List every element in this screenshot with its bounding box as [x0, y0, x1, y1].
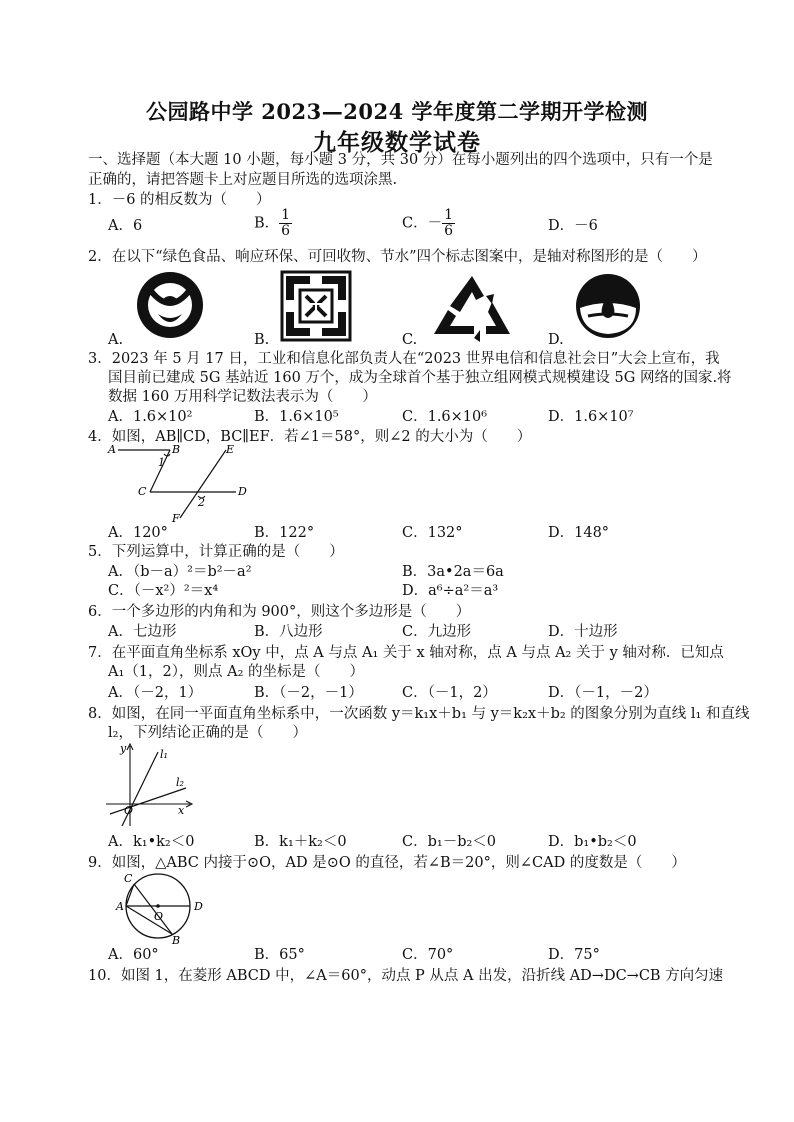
q1-c-denominator: 6 — [444, 223, 454, 239]
section-intro-line2: 正确的，请把答题卡上对应题目所选的选项涂黑. — [88, 172, 398, 188]
q7-line2: A₁（1，2），则点 A₂ 的坐标是（ ） — [108, 664, 364, 680]
q9-label-b: B — [172, 934, 181, 947]
q8-line1: 8．如图，在同一平面直角坐标系中，一次函数 y＝k₁x＋b₁ 与 y＝k₂x＋b₂ 的图象分别为直线 l₁ 和直线 — [88, 706, 750, 722]
q3-option-a: A．1.6×10² — [108, 409, 193, 425]
q8-option-d: D．b₁•b₂＜0 — [548, 834, 637, 850]
q6-option-a: A．七边形 — [108, 624, 177, 640]
q8-line2: l₂，下列结论正确的是（ ） — [108, 725, 307, 741]
q4-label-f: F — [172, 512, 180, 525]
q1-option-b-fraction — [279, 208, 292, 239]
q5-option-d: D．a⁶÷a²＝a³ — [402, 583, 499, 599]
q1-option-b-prefix: B． — [254, 215, 280, 232]
q9-stem: 9．如图，△ABC 内接于⊙O，AD 是⊙O 的直径，若∠B＝20°，则∠CAD 的度数是（ ） — [88, 855, 686, 871]
q4-option-c: C．132° — [402, 525, 463, 541]
q5-stem: 5．下列运算中，计算正确的是（ ） — [88, 544, 344, 560]
q1-b-numerator: 1 — [281, 207, 291, 223]
recycle-logo-icon — [430, 272, 514, 342]
q8-option-a: A．k₁•k₂＜0 — [108, 834, 195, 850]
q7-option-d: D．（－1，－2） — [548, 685, 658, 701]
q2-option-a: A. — [108, 332, 124, 348]
q3-option-d: D．1.6×10⁷ — [548, 409, 634, 425]
q9-circle-figure — [104, 870, 208, 946]
q3-option-c: C．1.6×10⁶ — [402, 409, 488, 425]
q1-stem: 1．－6 的相反数为（ ） — [88, 192, 271, 208]
q9-option-b: B．65° — [254, 947, 305, 963]
q9-option-a: A．60° — [108, 947, 159, 963]
q9-label-o: O — [154, 910, 164, 923]
q8-option-b: B．k₁＋k₂＜0 — [254, 834, 347, 850]
q9-label-d: D — [194, 900, 203, 913]
q4-option-a: A．120° — [108, 525, 168, 541]
q1-option-a: A．6 — [108, 218, 143, 234]
q3-option-b: B．1.6×10⁵ — [254, 409, 339, 425]
q4-option-d: D．148° — [548, 525, 610, 541]
q9-option-d: D．75° — [548, 947, 600, 963]
exam-title: 公园路中学 2023—2024 学年度第二学期开学检测 — [145, 99, 648, 124]
q7-line1: 7．在平面直角坐标系 xOy 中，点 A 与点 A₁ 关于 x 轴对称，点 A 与点 A₂ 关于 y 轴对称．已知点 — [88, 645, 724, 661]
q5-option-b: B．3a•2a＝6a — [402, 564, 504, 580]
q5-option-c: C．（－x²）²＝x⁴ — [108, 583, 219, 599]
q1-option-c-fraction — [442, 208, 455, 239]
q7-option-a: A．（－2，1） — [108, 685, 203, 701]
q4-label-a: A — [108, 443, 116, 456]
q5-option-a: A．（b－a）²＝b²－a² — [108, 564, 252, 580]
q8-label-l2: l₂ — [176, 776, 184, 789]
q8-linear-functions-figure — [104, 742, 200, 828]
q4-label-c: C — [138, 485, 147, 498]
q4-stem: 4．如图，AB∥CD，BC∥EF．若∠1＝58°，则∠2 的大小为（ ） — [88, 429, 532, 445]
exam-subtitle: 九年级数学试卷 — [313, 129, 481, 156]
water-saving-logo-icon — [574, 272, 642, 340]
q1-b-denominator: 6 — [281, 223, 291, 239]
q7-option-c: C．（－1，2） — [402, 685, 497, 701]
q4-label-d: D — [238, 485, 247, 498]
q2-stem: 2．在以下“绿色食品、响应环保、可回收物、节水”四个标志图案中，是轴对称图形的是（ ） — [88, 249, 707, 265]
q6-option-c: C．九边形 — [402, 624, 472, 640]
q1-option-c — [402, 208, 455, 239]
section-intro-line1: 一、选择题（本大题 10 小题，每小题 3 分，共 30 分）在每小题列出的四个选项中，只有一个是 — [88, 152, 713, 168]
environment-logo-icon — [280, 270, 352, 342]
q10-line1: 10．如图 1，在菱形 ABCD 中，∠A＝60°，动点 P 从点 A 出发，沿折线 AD→DC→CB 方向匀速 — [88, 968, 724, 984]
q3-line2: 国目前已建成 5G 基站近 160 万个，成为全球首个基于独立组网模式规模建设 5G 网络的国家.将 — [108, 370, 732, 386]
q1-option-b — [254, 208, 292, 239]
q4-option-b: B．122° — [254, 525, 315, 541]
q6-stem: 6．一个多边形的内角和为 900°，则这个多边形是（ ） — [88, 604, 471, 620]
q9-option-c: C．70° — [402, 947, 454, 963]
q1-c-numerator: 1 — [444, 207, 454, 223]
q4-label-b: B — [172, 443, 181, 456]
q2-option-d: D. — [548, 332, 564, 348]
q6-option-b: B．八边形 — [254, 624, 323, 640]
q8-label-y: y — [120, 742, 127, 755]
q4-parallel-lines-figure — [108, 444, 248, 524]
green-food-logo-icon — [134, 270, 206, 340]
q7-option-b: B．（－2，－1） — [254, 685, 363, 701]
q3-line3: 数据 160 万用科学记数法表示为（ ） — [108, 389, 377, 405]
q9-label-a: A — [116, 900, 124, 913]
q1-option-d: D．－6 — [548, 218, 598, 234]
q4-label-angle2: 2 — [198, 496, 205, 509]
q8-option-c: C．b₁－b₂＜0 — [402, 834, 497, 850]
q1-option-c-prefix: C．－ — [402, 215, 443, 232]
q4-label-angle1: 1 — [158, 456, 165, 469]
q8-label-x: x — [178, 804, 185, 817]
q9-label-c: C — [124, 872, 133, 885]
q2-option-c: C. — [402, 332, 418, 348]
q4-label-e: E — [226, 443, 235, 456]
q8-label-l1: l₁ — [160, 748, 168, 761]
q2-option-b: B. — [254, 332, 270, 348]
q6-option-d: D．十边形 — [548, 624, 618, 640]
q3-line1: 3．2023 年 5 月 17 日，工业和信息化部负责人在“2023 世界电信和信息社会日”大会上宣布，我 — [88, 351, 720, 367]
q8-label-origin: O — [124, 804, 134, 817]
